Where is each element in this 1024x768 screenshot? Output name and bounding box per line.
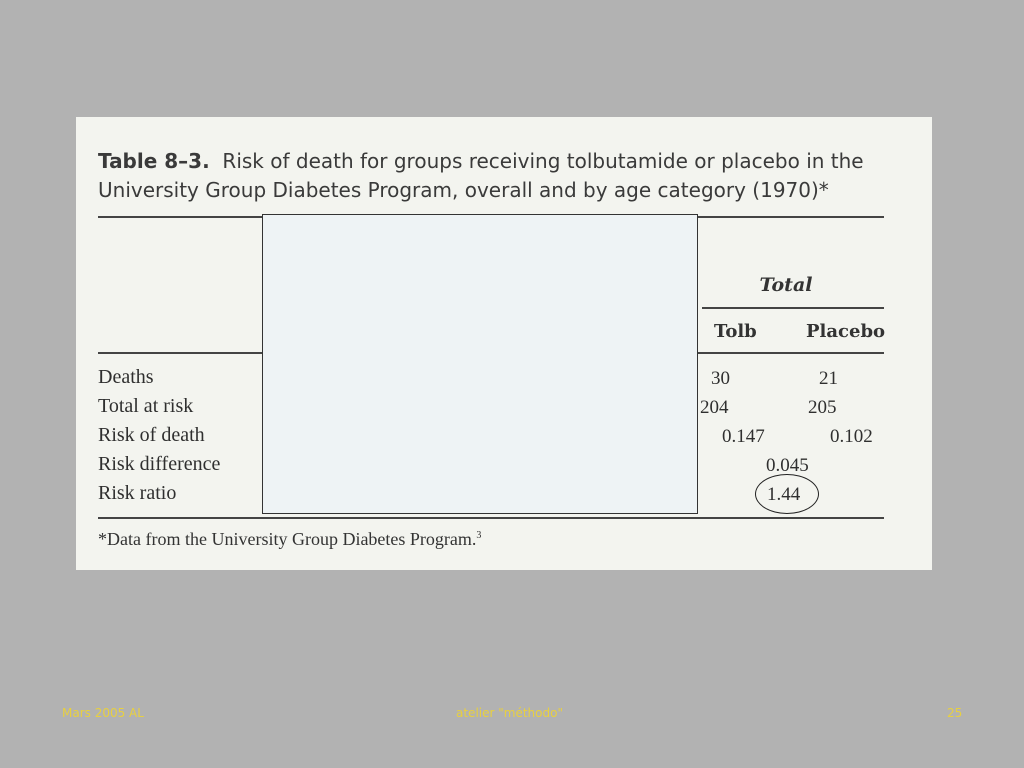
footer-title: atelier "méthodo" xyxy=(456,706,563,720)
blank-overlay-box xyxy=(262,214,698,514)
cell-risk-ratio: 1.44 xyxy=(767,484,801,505)
row-label-risk-difference: Risk difference xyxy=(98,453,221,475)
column-header-placebo: Placebo xyxy=(806,321,886,342)
slide-number: 25 xyxy=(947,706,963,720)
cell-risk-difference: 0.045 xyxy=(766,455,809,476)
risk-ratio-highlight-circle xyxy=(755,474,819,514)
table-footnote xyxy=(98,529,481,550)
footnote-reference: 3 xyxy=(476,530,482,541)
cell-deaths-placebo: 21 xyxy=(819,368,838,389)
row-label-total-at-risk: Total at risk xyxy=(98,395,194,417)
cell-risk-of-death-tolb: 0.147 xyxy=(722,426,765,447)
cell-total-at-risk-placebo: 205 xyxy=(808,397,837,418)
scanned-table-image xyxy=(76,117,932,570)
table-label: Table 8–3. xyxy=(98,149,210,173)
row-label-risk-of-death: Risk of death xyxy=(98,424,205,446)
bottom-rule xyxy=(98,517,884,519)
column-group-total: Total xyxy=(759,274,813,296)
table-footnote-text: *Data from the University Group Diabetes Program. xyxy=(98,529,477,549)
cell-deaths-tolb: 30 xyxy=(711,368,730,389)
table-caption xyxy=(98,147,898,205)
table-caption-text: Risk of death for groups receiving tolbutamide or placebo in the University Group Diabetes Program, overall and by age category (1970)* xyxy=(98,149,864,202)
row-label-risk-ratio: Risk ratio xyxy=(98,482,177,504)
column-header-tolb: Tolb xyxy=(714,321,757,342)
cell-total-at-risk-tolb: 204 xyxy=(700,397,729,418)
footer-date-author: Mars 2005 AL xyxy=(62,706,144,720)
group-rule xyxy=(702,307,884,309)
row-label-deaths: Deaths xyxy=(98,366,154,388)
cell-risk-of-death-placebo: 0.102 xyxy=(830,426,873,447)
